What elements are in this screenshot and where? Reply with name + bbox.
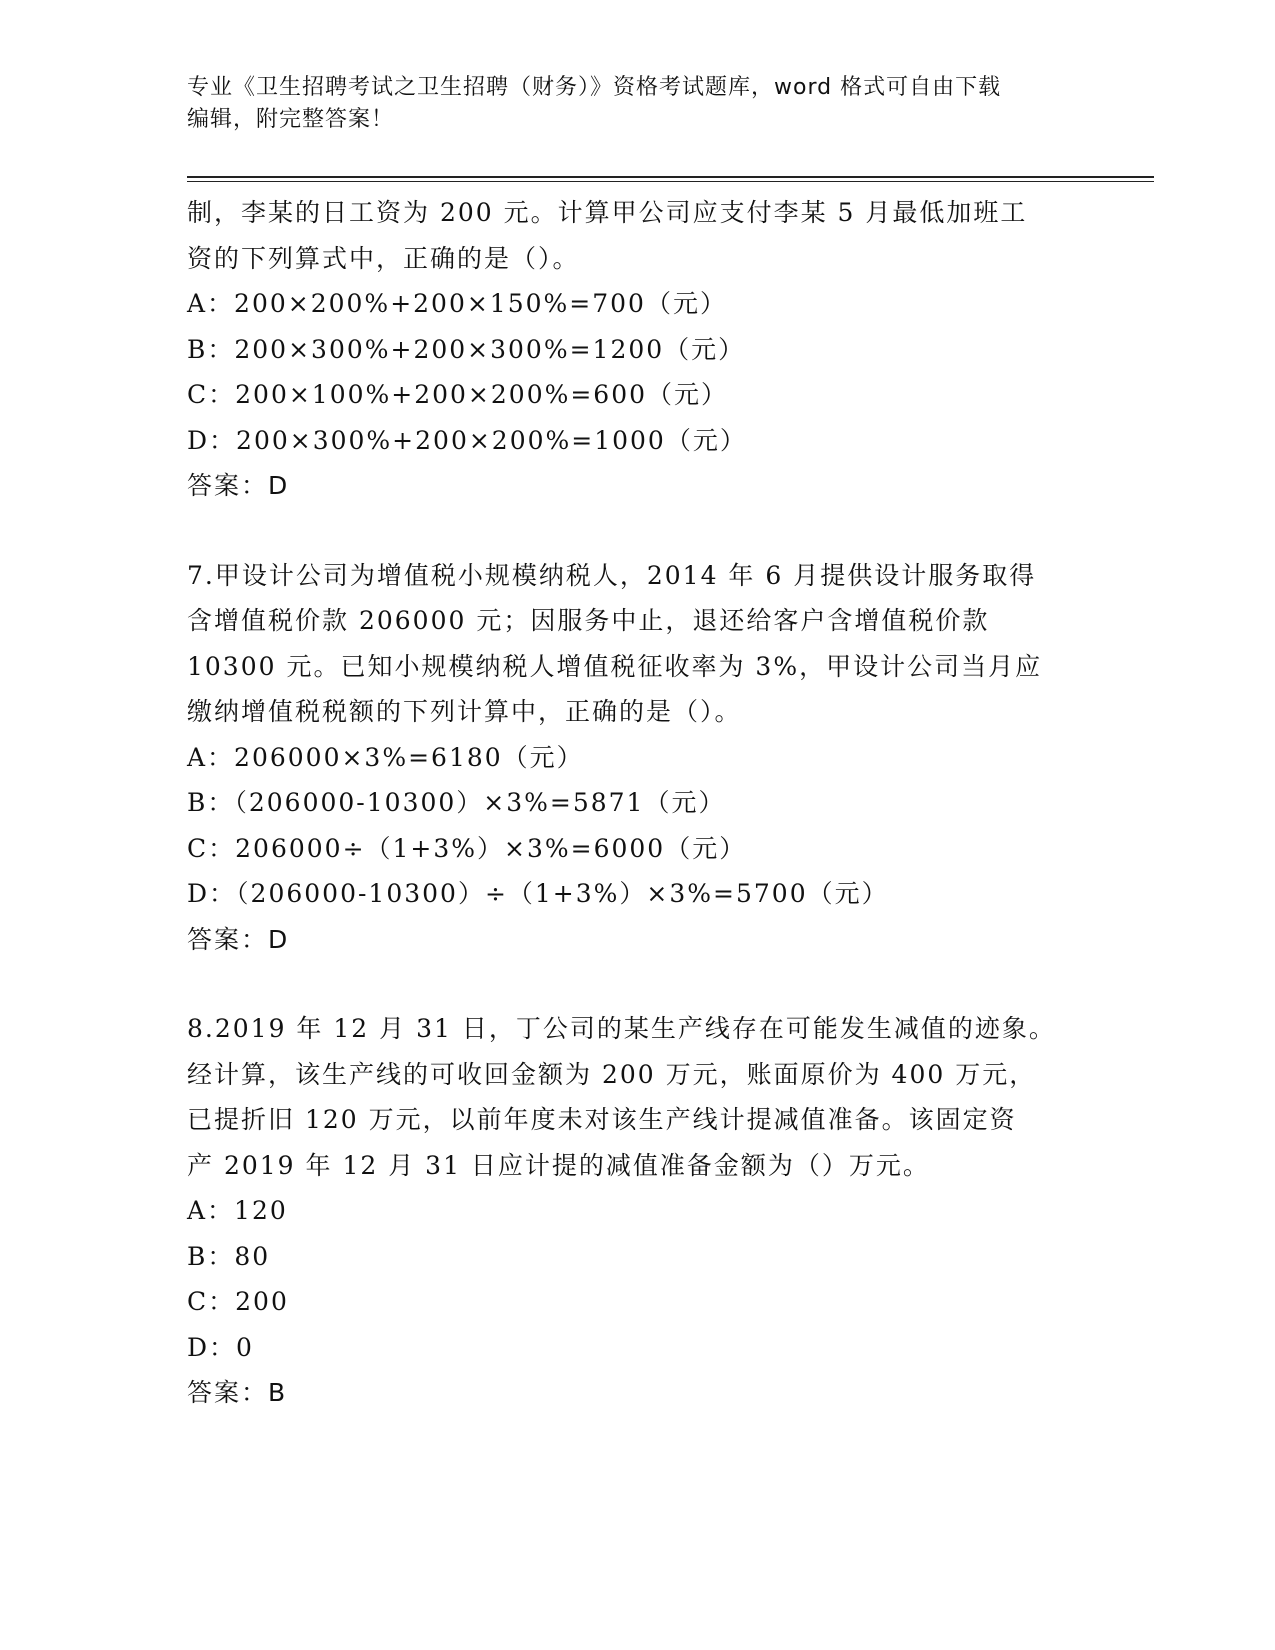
option-a: A：120	[187, 1196, 288, 1225]
question-stem-line: 资的下列算式中，正确的是（）。	[187, 243, 580, 273]
option-b: B：200×300%+200×300%=1200（元）	[187, 334, 746, 364]
option-a: A：206000×3%=6180（元）	[187, 742, 584, 772]
option-d: D：0	[187, 1332, 254, 1362]
question-stem-line: 产 2019 年 12 月 31 日应计提的减值准备金额为（）万元。	[187, 1150, 930, 1180]
answer: 答案：D	[187, 924, 290, 954]
question-stem-line: 缴纳增值税税额的下列计算中，正确的是（）。	[187, 697, 742, 726]
question-stem-line: 经计算，该生产线的可收回金额为 200 万元，账面原价为 400 万元，	[187, 1059, 1037, 1089]
question-stem-line: 8.2019 年 12 月 31 日，丁公司的某生产线存在可能发生减值的迹象。	[187, 1014, 1056, 1043]
spacer	[187, 962, 1087, 1006]
question-8	[187, 1006, 1087, 1416]
question-6	[187, 190, 1087, 509]
question-stem-line: 制，李某的日工资为 200 元。计算甲公司应支付李某 5 月最低加班工	[187, 198, 1028, 227]
question-stem-line: 含增值税价款 206000 元；因服务中止，退还给客户含增值税价款	[187, 606, 990, 635]
option-d: D：（206000-10300）÷（1+3%）×3%=5700（元）	[187, 879, 889, 908]
option-b: B：80	[187, 1241, 271, 1271]
question-stem-line: 7.甲设计公司为增值税小规模纳税人，2014 年 6 月提供设计服务取得	[187, 560, 1037, 590]
option-c: C：200×100%+200×200%=600（元）	[187, 380, 729, 409]
document-header	[187, 72, 1087, 136]
document-body	[187, 190, 1087, 1416]
answer: 答案：D	[187, 471, 290, 500]
option-b: B：（206000-10300）×3%=5871（元）	[187, 788, 726, 817]
answer: 答案：B	[187, 1378, 288, 1407]
option-c: C：200	[187, 1287, 289, 1316]
question-7	[187, 553, 1087, 963]
option-d: D：200×300%+200×200%=1000（元）	[187, 425, 747, 455]
question-stem-line: 已提折旧 120 万元，以前年度未对该生产线计提减值准备。该固定资	[187, 1105, 1017, 1134]
header-divider	[187, 176, 1154, 182]
option-c: C：206000÷（1+3%）×3%=6000（元）	[187, 833, 747, 863]
question-stem-line: 10300 元。已知小规模纳税人增值税征收率为 3%，甲设计公司当月应	[187, 651, 1043, 681]
header-line-2: 编辑，附完整答案！	[187, 107, 395, 132]
header-line-1: 专业《卫生招聘考试之卫生招聘（财务）》资格考试题库，word 格式可自由下载	[187, 75, 1002, 100]
option-a: A：200×200%+200×150%=700（元）	[187, 289, 727, 318]
spacer	[187, 509, 1087, 553]
